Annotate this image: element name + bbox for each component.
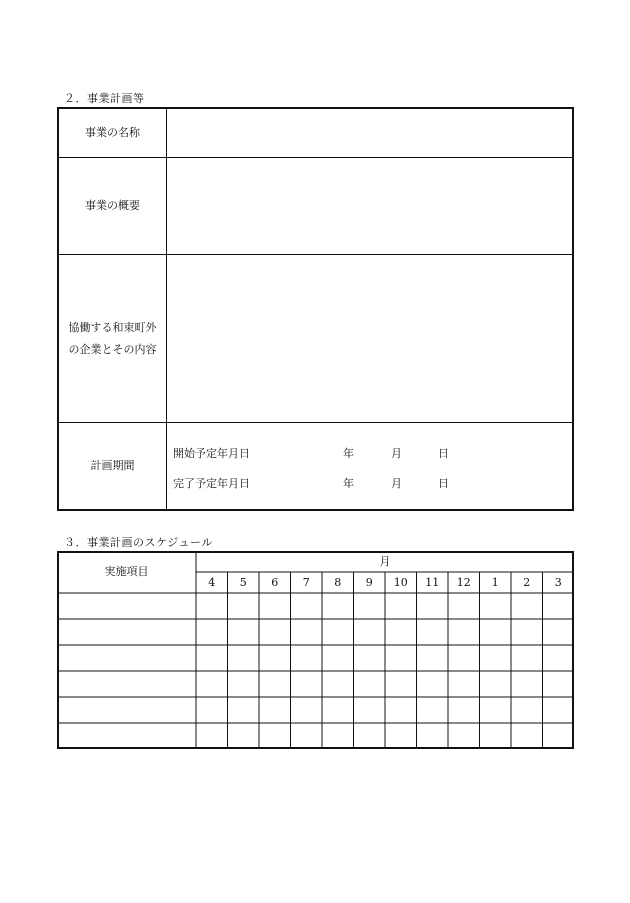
schedule-month-cell[interactable] bbox=[322, 697, 354, 723]
schedule-month-cell[interactable] bbox=[385, 593, 417, 619]
schedule-month-cell[interactable] bbox=[196, 645, 228, 671]
schedule-month-cell[interactable] bbox=[322, 723, 354, 749]
month-label-12: 12 bbox=[456, 576, 471, 589]
schedule-month-cell[interactable] bbox=[480, 697, 512, 723]
partner-companies-label bbox=[59, 255, 167, 422]
schedule-month-cell[interactable] bbox=[259, 593, 291, 619]
schedule-month-cell[interactable] bbox=[322, 645, 354, 671]
business-summary-field[interactable] bbox=[167, 158, 572, 254]
schedule-month-cell[interactable] bbox=[259, 619, 291, 645]
month-label-6: 6 bbox=[271, 576, 279, 589]
schedule-month-cell[interactable] bbox=[543, 671, 575, 697]
business-plan-table bbox=[57, 107, 574, 511]
schedule-month-cell[interactable] bbox=[511, 723, 543, 749]
month-label-9: 9 bbox=[365, 576, 373, 589]
month-label-10: 10 bbox=[393, 576, 408, 589]
schedule-month-cell[interactable] bbox=[228, 723, 260, 749]
start-day-unit: 日 bbox=[438, 447, 449, 460]
schedule-month-cell[interactable] bbox=[543, 723, 575, 749]
schedule-month-cell[interactable] bbox=[354, 723, 386, 749]
partner-companies-field[interactable] bbox=[167, 255, 572, 422]
schedule-month-cell[interactable] bbox=[417, 645, 449, 671]
schedule-month-cell[interactable] bbox=[385, 619, 417, 645]
schedule-month-cell[interactable] bbox=[385, 671, 417, 697]
schedule-month-cell[interactable] bbox=[448, 723, 480, 749]
end-date-label: 完了予定年月日 bbox=[173, 477, 250, 490]
schedule-month-cell[interactable] bbox=[228, 593, 260, 619]
item-header: 実施項目 bbox=[104, 565, 149, 578]
schedule-month-cell[interactable] bbox=[511, 697, 543, 723]
section3-title: ３．事業計画のスケジュール bbox=[64, 536, 213, 549]
month-label-11: 11 bbox=[425, 576, 440, 589]
business-name-field[interactable] bbox=[167, 109, 572, 157]
business-name-row bbox=[59, 109, 572, 158]
schedule-month-cell[interactable] bbox=[322, 671, 354, 697]
schedule-month-cell[interactable] bbox=[448, 697, 480, 723]
schedule-month-cell[interactable] bbox=[354, 593, 386, 619]
business-name-label: 事業の名称 bbox=[59, 109, 167, 157]
month-label-4: 4 bbox=[208, 576, 216, 589]
schedule-month-cell[interactable] bbox=[480, 593, 512, 619]
schedule-month-cell[interactable] bbox=[448, 645, 480, 671]
plan-period-label: 計画期間 bbox=[59, 423, 167, 509]
month-label-3: 3 bbox=[554, 576, 562, 589]
month-label-7: 7 bbox=[302, 576, 310, 589]
schedule-month-cell[interactable] bbox=[228, 645, 260, 671]
schedule-month-cell[interactable] bbox=[543, 593, 575, 619]
schedule-month-cell[interactable] bbox=[511, 593, 543, 619]
schedule-item-cell[interactable] bbox=[57, 619, 196, 645]
schedule-month-cell[interactable] bbox=[228, 671, 260, 697]
schedule-month-cell[interactable] bbox=[259, 723, 291, 749]
schedule-month-cell[interactable] bbox=[291, 645, 323, 671]
schedule-table bbox=[57, 551, 574, 749]
schedule-month-cell[interactable] bbox=[291, 697, 323, 723]
schedule-month-cell[interactable] bbox=[480, 671, 512, 697]
schedule-month-cell[interactable] bbox=[385, 697, 417, 723]
schedule-month-cell[interactable] bbox=[322, 593, 354, 619]
schedule-month-cell[interactable] bbox=[354, 619, 386, 645]
schedule-item-cell[interactable] bbox=[57, 723, 196, 749]
schedule-month-cell[interactable] bbox=[196, 671, 228, 697]
schedule-month-cell[interactable] bbox=[228, 619, 260, 645]
schedule-month-cell[interactable] bbox=[417, 697, 449, 723]
schedule-month-cell[interactable] bbox=[448, 593, 480, 619]
end-year-unit: 年 bbox=[343, 477, 354, 490]
start-date-label: 開始予定年月日 bbox=[173, 447, 250, 460]
plan-period-row bbox=[59, 423, 572, 509]
schedule-month-cell[interactable] bbox=[196, 619, 228, 645]
schedule-month-cell[interactable] bbox=[354, 671, 386, 697]
month-label-8: 8 bbox=[334, 576, 342, 589]
month-header: 月 bbox=[379, 555, 391, 568]
schedule-month-cell[interactable] bbox=[543, 645, 575, 671]
schedule-month-cell[interactable] bbox=[417, 619, 449, 645]
business-summary-row bbox=[59, 158, 572, 255]
plan-period-field bbox=[167, 423, 572, 509]
start-year-unit: 年 bbox=[343, 447, 354, 460]
schedule-month-cell[interactable] bbox=[196, 723, 228, 749]
schedule-month-cell[interactable] bbox=[417, 671, 449, 697]
schedule-month-cell[interactable] bbox=[259, 697, 291, 723]
schedule-month-cell[interactable] bbox=[196, 697, 228, 723]
section2-title: ２．事業計画等 bbox=[64, 92, 145, 105]
schedule-month-cell[interactable] bbox=[354, 645, 386, 671]
schedule-month-cell[interactable] bbox=[322, 619, 354, 645]
schedule-item-cell[interactable] bbox=[57, 645, 196, 671]
month-label-2: 2 bbox=[523, 576, 531, 589]
schedule-month-cell[interactable] bbox=[291, 723, 323, 749]
schedule-month-cell[interactable] bbox=[259, 645, 291, 671]
schedule-month-cell[interactable] bbox=[448, 619, 480, 645]
schedule-month-cell[interactable] bbox=[385, 723, 417, 749]
schedule-month-cell[interactable] bbox=[291, 619, 323, 645]
schedule-month-cell[interactable] bbox=[511, 619, 543, 645]
schedule-month-cell[interactable] bbox=[480, 619, 512, 645]
partner-companies-row bbox=[59, 255, 572, 423]
schedule-month-cell[interactable] bbox=[259, 671, 291, 697]
schedule-month-cell[interactable] bbox=[511, 671, 543, 697]
partner-label-line1: 協働する和束町外 bbox=[68, 320, 157, 334]
schedule-item-cell[interactable] bbox=[57, 671, 196, 697]
schedule-month-cell[interactable] bbox=[448, 671, 480, 697]
month-label-5: 5 bbox=[239, 576, 247, 589]
schedule-month-cell[interactable] bbox=[511, 645, 543, 671]
schedule-month-cell[interactable] bbox=[196, 593, 228, 619]
month-label-1: 1 bbox=[491, 576, 499, 589]
schedule-month-cell[interactable] bbox=[480, 723, 512, 749]
schedule-month-cell[interactable] bbox=[480, 645, 512, 671]
schedule-month-cell[interactable] bbox=[385, 645, 417, 671]
schedule-month-cell[interactable] bbox=[354, 697, 386, 723]
partner-label-line2: の企業とその内容 bbox=[68, 342, 157, 356]
schedule-month-cell[interactable] bbox=[417, 723, 449, 749]
schedule-month-cell[interactable] bbox=[417, 593, 449, 619]
business-summary-label: 事業の概要 bbox=[59, 158, 167, 254]
end-day-unit: 日 bbox=[438, 477, 449, 490]
schedule-item-cell[interactable] bbox=[57, 697, 196, 723]
schedule-month-cell[interactable] bbox=[291, 593, 323, 619]
schedule-month-cell[interactable] bbox=[543, 697, 575, 723]
schedule-item-cell[interactable] bbox=[57, 593, 196, 619]
schedule-month-cell[interactable] bbox=[543, 619, 575, 645]
schedule-month-cell[interactable] bbox=[228, 697, 260, 723]
start-month-unit: 月 bbox=[391, 447, 402, 460]
schedule-month-cell[interactable] bbox=[291, 671, 323, 697]
end-month-unit: 月 bbox=[391, 477, 402, 490]
